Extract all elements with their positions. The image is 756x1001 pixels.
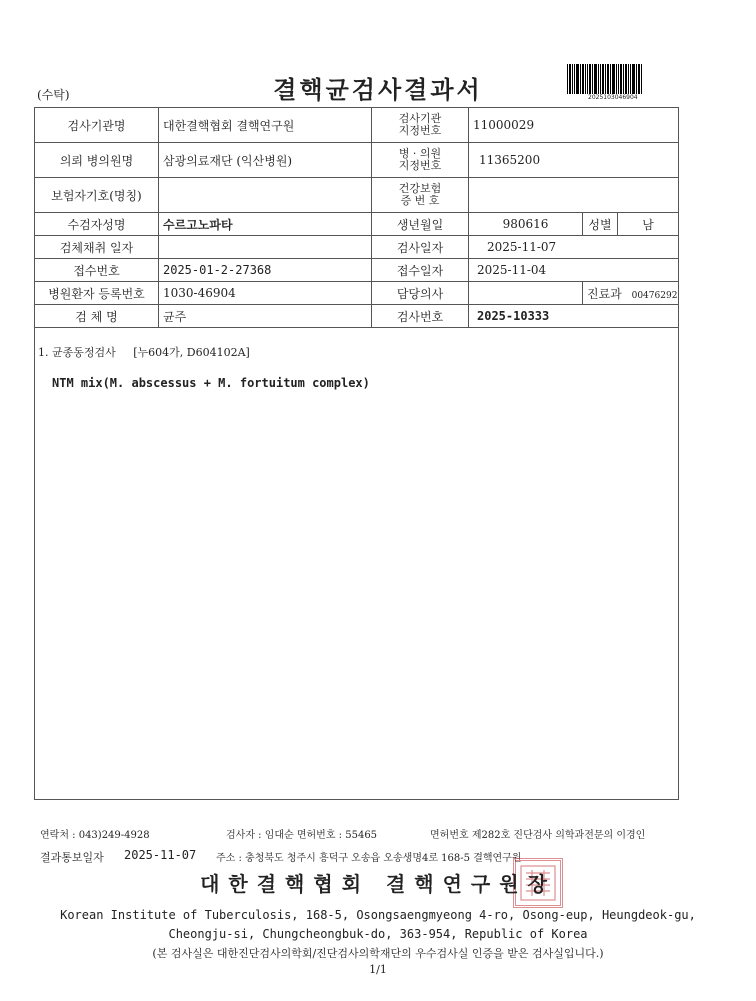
value-specimen: 균주 xyxy=(159,305,372,328)
label-patient-reg-number: 병원환자 등록번호 xyxy=(35,282,159,305)
value-hospital-id: 11365200 xyxy=(469,143,679,178)
label-birth-date: 생년월일 xyxy=(372,213,469,236)
english-address-line1: Korean Institute of Tuberculosis, 168-5, Osongsaengmyeong 4-ro, Osong-eup, Heungdeok-gu, xyxy=(60,908,696,922)
notice-label: 결과통보일자 xyxy=(40,851,104,864)
result-finding: NTM mix(M. abscessus + M. fortuitum complex) xyxy=(52,376,370,390)
value-test-number: 2025-10333 xyxy=(469,305,679,328)
label-department: 진료과 xyxy=(587,286,622,301)
label-sex: 성별 xyxy=(583,213,618,236)
contact-info: 연락처 : 043)249-4928 xyxy=(40,830,150,841)
consignment-label: (수탁) xyxy=(37,88,70,102)
value-birth-date: 980616 xyxy=(469,213,583,236)
value-insurer xyxy=(159,178,372,213)
table-row xyxy=(35,236,679,259)
label-lab-id: 검사기관 지정번호 xyxy=(372,108,469,143)
label-hospital-name: 의뢰 병의원명 xyxy=(35,143,159,178)
label-test-number: 검사번호 xyxy=(372,305,469,328)
value-attending-doctor xyxy=(469,282,583,305)
label-test-date: 검사일자 xyxy=(372,236,469,259)
label-patient-name: 수검자성명 xyxy=(35,213,159,236)
value-patient-name: 수르고노파타 xyxy=(159,213,372,236)
organization-name: 대한결핵협회 결핵연구원장 xyxy=(200,872,556,896)
table-row xyxy=(35,305,679,328)
table-row xyxy=(35,143,679,178)
value-insurance-number xyxy=(469,178,679,213)
value-collection-date xyxy=(159,236,372,259)
result-test-name: 1. 균종동정검사 [누604가, D604102A] xyxy=(38,346,250,359)
value-department: 00476292 xyxy=(631,290,678,301)
value-hospital-name: 삼광의료재단 (익산병원) xyxy=(159,143,372,178)
physician-license: 면허번호 제282호 진단검사 의학과전문의 이경인 xyxy=(430,830,646,841)
table-row xyxy=(35,282,679,305)
label-insurance-number: 건강보험 증 번 호 xyxy=(372,178,469,213)
label-lab-name: 검사기관명 xyxy=(35,108,159,143)
value-lab-name: 대한결핵협회 결핵연구원 xyxy=(159,108,372,143)
table-row xyxy=(35,108,679,143)
table-row xyxy=(35,213,679,236)
value-sex: 남 xyxy=(618,213,679,236)
results-box xyxy=(34,327,679,800)
label-attending-doctor: 담당의사 xyxy=(372,282,469,305)
table-row xyxy=(35,259,679,282)
label-hospital-id: 병 · 의원 지정번호 xyxy=(372,143,469,178)
page-number: 1/1 xyxy=(369,963,387,976)
certification-note: (본 검사실은 대한진단검사의학회/진단검사의학재단의 우수검사실 인증을 받은 검사실입니다.) xyxy=(152,947,604,960)
label-specimen: 검 체 명 xyxy=(35,305,159,328)
value-receipt-date: 2025-11-04 xyxy=(469,259,679,282)
english-address-line2: Cheongju-si, Chungcheongbuk-do, 363-954, Republic of Korea xyxy=(168,927,588,941)
value-lab-id: 11000029 xyxy=(469,108,679,143)
label-insurer: 보험자기호(명칭) xyxy=(35,178,159,213)
table-row xyxy=(35,178,679,213)
examiner-info: 검사자 : 임대순 면허번호 : 55465 xyxy=(226,830,378,841)
notice-date: 2025-11-07 xyxy=(124,848,197,862)
document-title: 결핵균검사결과서 xyxy=(273,76,483,104)
barcode-number: 2025103046904 xyxy=(588,94,638,101)
label-receipt-date: 접수일자 xyxy=(372,259,469,282)
info-table xyxy=(34,107,679,328)
value-patient-reg-number: 1030-46904 xyxy=(159,282,372,305)
barcode xyxy=(567,64,642,94)
value-receipt-number: 2025-01-2-27368 xyxy=(159,259,372,282)
label-collection-date: 검체채취 일자 xyxy=(35,236,159,259)
lab-address: 주소 : 충청북도 청주시 흥덕구 오송읍 오송생명4로 168-5 결핵연구원 xyxy=(216,853,522,864)
value-test-date: 2025-11-07 xyxy=(469,236,679,259)
label-receipt-number: 접수번호 xyxy=(35,259,159,282)
